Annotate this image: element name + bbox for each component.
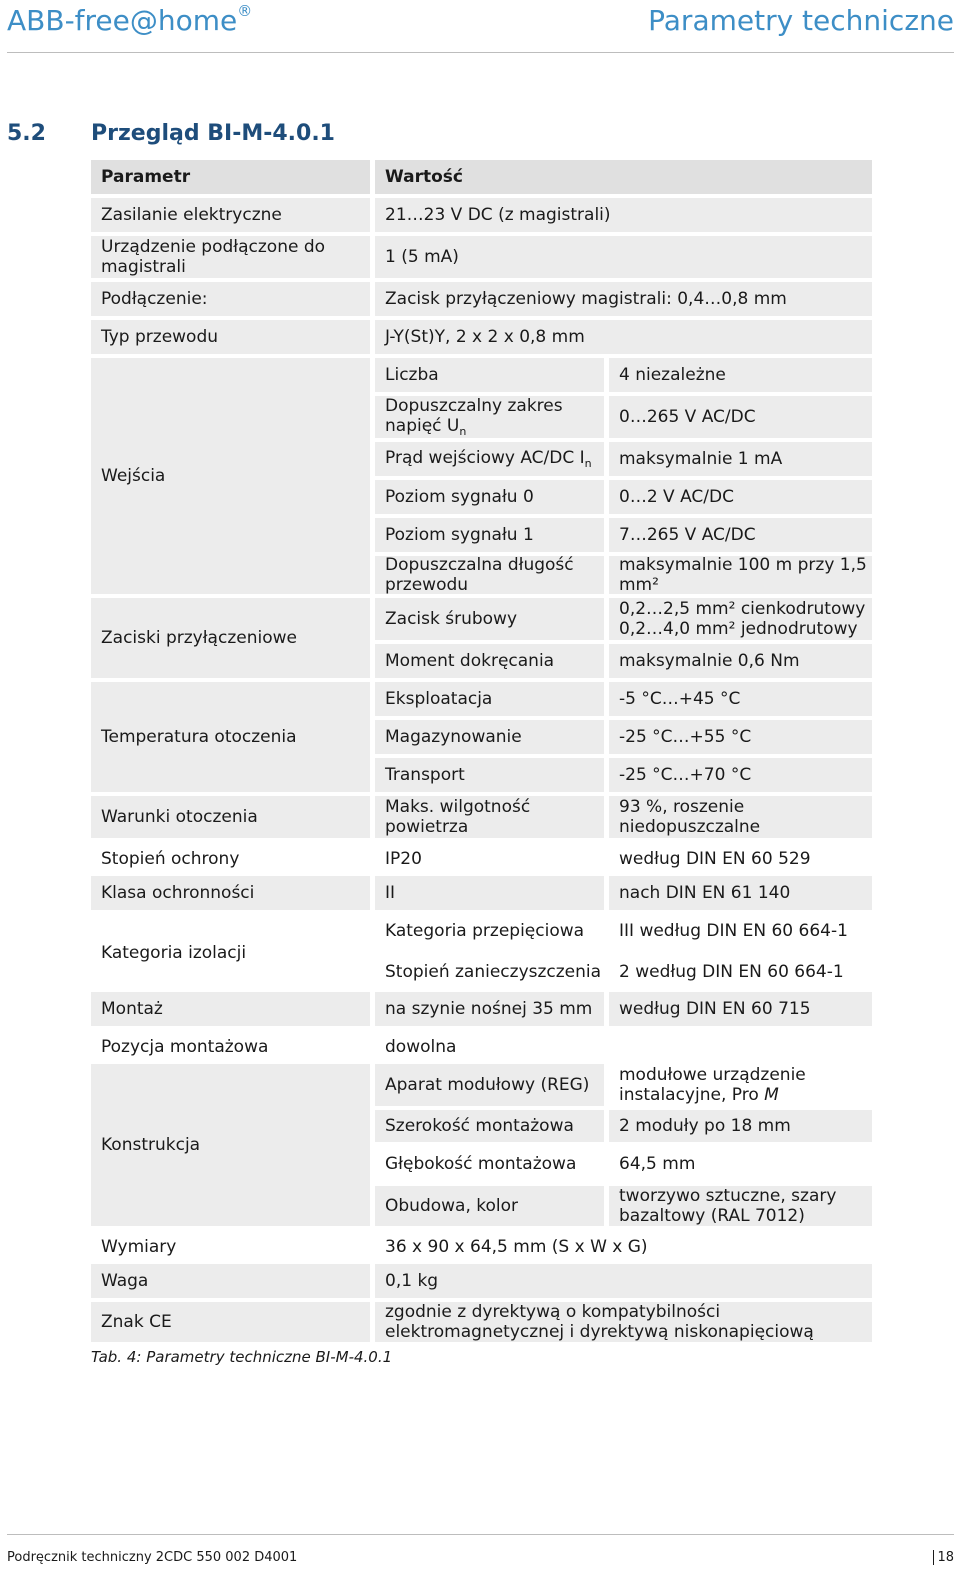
brand-title: ABB-free@home® — [7, 1, 253, 37]
param-inputs-count: Liczba — [375, 358, 604, 392]
value-inputs-count: 4 niezależne — [609, 358, 872, 392]
param-signal-0: Poziom sygnału 0 — [375, 480, 604, 514]
value-temp-operation: -5 °C…+45 °C — [609, 682, 872, 716]
value-mounting: na szynie nośnej 35 mm — [375, 992, 604, 1026]
column-header-value: Wartość — [375, 160, 872, 194]
section-number: 5.2 — [7, 121, 46, 146]
param-construction: Konstrukcja — [91, 1064, 370, 1226]
value-surge: III według DIN EN 60 664-1 — [619, 921, 848, 941]
value-signal-0: 0…2 V AC/DC — [609, 480, 872, 514]
value-ip: IP20 — [385, 849, 422, 869]
param-temperature: Temperatura otoczenia — [91, 682, 370, 792]
value-connection: Zacisk przyłączeniowy magistrali: 0,4…0,8 mm — [375, 282, 872, 316]
value-depth: 64,5 mm — [619, 1154, 696, 1174]
param-insulation: Kategoria izolacji — [101, 943, 247, 963]
footer-manual: Podręcznik techniczny 2CDC 550 002 D4001 — [7, 1550, 298, 1565]
param-protection-class: Klasa ochronności — [91, 876, 370, 910]
value-housing: tworzywo sztuczne, szary bazaltowy (RAL 7012) — [609, 1186, 872, 1226]
table-caption: Tab. 4: Parametry techniczne BI-M-4.0.1 — [91, 1348, 393, 1366]
value-temp-storage: -25 °C…+55 °C — [609, 720, 872, 754]
param-temp-storage: Magazynowanie — [375, 720, 604, 754]
value-temp-transport: -25 °C…+70 °C — [609, 758, 872, 792]
param-voltage-range: Dopuszczalny zakres napięć $U_n$ — [375, 396, 604, 438]
norm-ip: według DIN EN 60 529 — [619, 849, 811, 869]
param-humidity: Maks. wilgotność powietrza — [375, 796, 604, 838]
value-ce: zgodnie z dyrektywą o kompatybilności elektromagnetycznej i dyrektywą niskonapięciową — [375, 1302, 872, 1342]
param-temp-operation: Eksploatacja — [375, 682, 604, 716]
param-ambient: Warunki otoczenia — [91, 796, 370, 838]
value-signal-1: 7…265 V AC/DC — [609, 518, 872, 552]
value-width: 2 moduły po 18 mm — [609, 1110, 872, 1142]
param-width: Szerokość montażowa — [375, 1110, 604, 1142]
param-pollution: Stopień zanieczyszczenia — [385, 962, 602, 982]
param-terminals: Zaciski przyłączeniowe — [91, 598, 370, 678]
param-ip: Stopień ochrony — [101, 849, 240, 869]
param-screw-terminal: Zacisk śrubowy — [375, 598, 604, 640]
value-humidity: 93 %, roszenie niedopuszczalne — [609, 796, 872, 838]
value-weight: 0,1 kg — [375, 1264, 872, 1298]
chapter-title: Parametry techniczne — [648, 4, 954, 37]
value-torque: maksymalnie 0,6 Nm — [609, 644, 872, 678]
param-inputs: Wejścia — [91, 358, 370, 594]
value-input-current: maksymalnie 1 mA — [609, 442, 872, 476]
param-supply: Zasilanie elektryczne — [91, 198, 370, 232]
value-supply: 21…23 V DC (z magistrali) — [375, 198, 872, 232]
param-signal-1: Poziom sygnału 1 — [375, 518, 604, 552]
param-temp-transport: Transport — [375, 758, 604, 792]
param-torque: Moment dokręcania — [375, 644, 604, 678]
value-devices: 1 (5 mA) — [375, 236, 872, 278]
param-ce: Znak CE — [91, 1302, 370, 1342]
value-position: dowolna — [385, 1037, 457, 1057]
param-input-current: Prąd wejściowy AC/DC $I_n$ — [375, 442, 604, 476]
param-cable-type: Typ przewodu — [91, 320, 370, 354]
value-dimensions: 36 x 90 x 64,5 mm (S x W x G) — [385, 1237, 648, 1257]
column-header-parameter: Parametr — [91, 160, 370, 194]
value-modular: modułowe urządzenie instalacyjne, Pro M — [619, 1065, 806, 1105]
param-housing: Obudowa, kolor — [375, 1186, 604, 1226]
norm-mounting: według DIN EN 60 715 — [609, 992, 872, 1026]
registered-mark: ® — [237, 1, 253, 20]
footer-divider — [7, 1534, 954, 1535]
norm-protection-class: nach DIN EN 61 140 — [609, 876, 872, 910]
value-screw-terminal: 0,2…2,5 mm² cienkodrutowy 0,2…4,0 mm² jednodrutowy — [609, 598, 872, 640]
value-voltage-range: 0…265 V AC/DC — [609, 396, 872, 438]
param-devices: Urządzenie podłączone do magistrali — [91, 236, 370, 278]
param-modular: Aparat modułowy (REG) — [375, 1064, 604, 1106]
param-depth: Głębokość montażowa — [385, 1154, 577, 1174]
param-position: Pozycja montażowa — [101, 1037, 269, 1057]
param-dimensions: Wymiary — [101, 1237, 177, 1257]
param-connection: Podłączenie: — [91, 282, 370, 316]
param-surge: Kategoria przepięciowa — [385, 921, 585, 941]
header-divider — [7, 52, 954, 53]
section-title: Przegląd BI-M-4.0.1 — [91, 121, 335, 146]
page-number: 18 — [933, 1550, 954, 1565]
param-weight: Waga — [91, 1264, 370, 1298]
value-cable-type: J-Y(St)Y, 2 x 2 x 0,8 mm — [375, 320, 872, 354]
param-cable-length: Dopuszczalna długość przewodu — [375, 556, 604, 594]
value-protection-class: II — [375, 876, 604, 910]
value-cable-length: maksymalnie 100 m przy 1,5 mm² — [609, 556, 872, 594]
value-pollution: 2 według DIN EN 60 664-1 — [619, 962, 844, 982]
param-mounting: Montaż — [91, 992, 370, 1026]
